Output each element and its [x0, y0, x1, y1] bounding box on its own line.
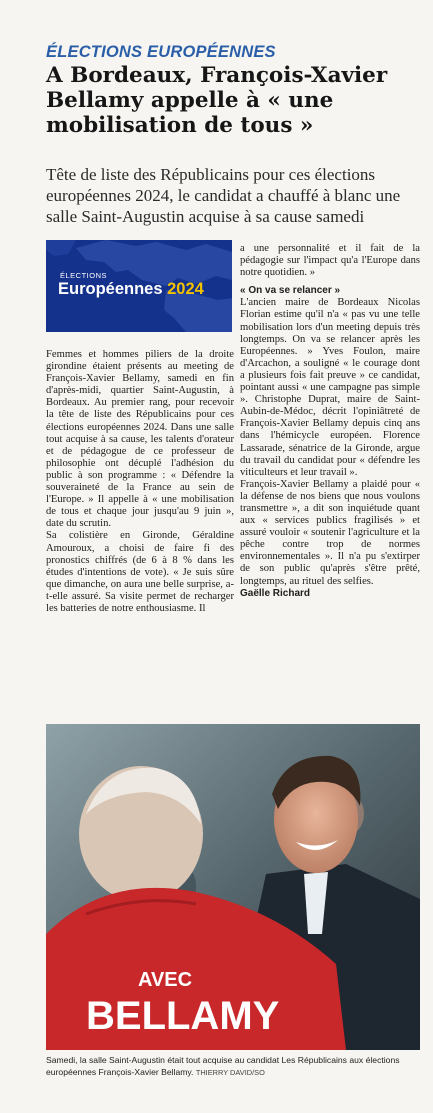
logo-small-text: ÉLECTIONS [60, 271, 108, 280]
section-subhead: « On va se relancer » [240, 285, 341, 297]
article-lead: Tête de liste des Républicains pour ces élections européennes 2024, le candidat a chauffé à blanc une salle Saint-Augustin acquise à sa cause samedi [46, 165, 401, 226]
right-continuation: a une personnalité et il fait de la pédagogie sur l'impact qu'a l'Europe dans notre quotidien. » [240, 243, 420, 279]
left-column [46, 349, 234, 615]
left-paragraph-1: Femmes et hommes piliers de la droite girondine étaient présents au meeting de François-Xavier Bellamy, samedi en fin d'après-midi, quartier Saint-Augustin, à Bordeaux. Au premier rang, pour recevoir la tête de liste des Républicains pour ces élections européennes 2024. Dans une salle tout acquise à sa cause, les talents d'orateur et de pédagogue de ce professeur de philosophie ont décuplé l'adhésion du public à son programme : « Défendre la souveraineté de la France au sein de l'Europe. » Il appelle à « une mobilisation de tous et chaque jour jusqu'au 9 juin », date du scrutin. [46, 349, 234, 530]
photo-illustration [46, 724, 420, 1050]
article-headline: A Bordeaux, François-Xavier Bellamy appelle à « une mobilisation de tous » [46, 63, 388, 138]
article-photo [46, 724, 420, 1050]
elections-logo [46, 240, 232, 332]
author-signature: Gaëlle Richard [240, 587, 311, 599]
right-paragraph-2: François-Xavier Bellamy a plaidé pour « la défense de nos biens que nous voulons transmettre », a dit son inquiétude quant aux « services publics fragilisés » et assuré vouloir « soutenir l'agriculture et la pêche contre trop de normes environnementales ». Il n'a pu s'extirper de son public qu'après s'être prêté, longtemps, au rituel des selfies. [240, 478, 420, 587]
logo-title [58, 280, 204, 299]
photo-credit: THIERRY DAVID/SO [195, 1067, 265, 1077]
caption-text: Samedi, la salle Saint-Augustin était tout acquise au candidat Les Républicains aux élections européennes François-Xavier Bellamy. [46, 1055, 400, 1077]
right-paragraph-1: L'ancien maire de Bordeaux Nicolas Florian estime qu'il n'a « pas vu une telle mobilisation lors d'un meeting depuis très longtemps. On va se relancer après les Européennes. » Yves Foulon, maire d'Arcachon, a souligné « le courage dont a plusieurs fois fait preuve » ce candidat, pointant aussi « une campagne pas simple ». Christophe Duprat, maire de Saint-Aubin-de-Médoc, décrit l'opiniâtreté de François-Xavier Bellamy depuis cinq ans dans l'hémicycle européen. Florence Lassarade, sénatrice de la Gironde, argue du travail du candidat pour « défendre les viticulteurs et leur travail ». [240, 297, 420, 478]
left-paragraph-2: Sa colistière en Gironde, Géraldine Amouroux, a choisi de faire fi des pronostics chiffrés (de 6 à 8 % dans les études d'intentions de vote). « Je suis sûre que dimanche, on aura une belle surprise, a-t-elle assuré. Sa visite permet de recharger les batteries de notre enthousiasme. Il [46, 530, 234, 614]
logo-title-word: Européennes [58, 280, 163, 298]
section-kicker: ÉLECTIONS EUROPÉENNES [46, 43, 276, 61]
photo-caption [46, 1055, 422, 1078]
logo-year: 2024 [167, 280, 204, 298]
right-column [240, 243, 420, 600]
shirt-text-bellamy: BELLAMY [86, 994, 280, 1038]
shirt-text-avec: AVEC [138, 969, 193, 991]
